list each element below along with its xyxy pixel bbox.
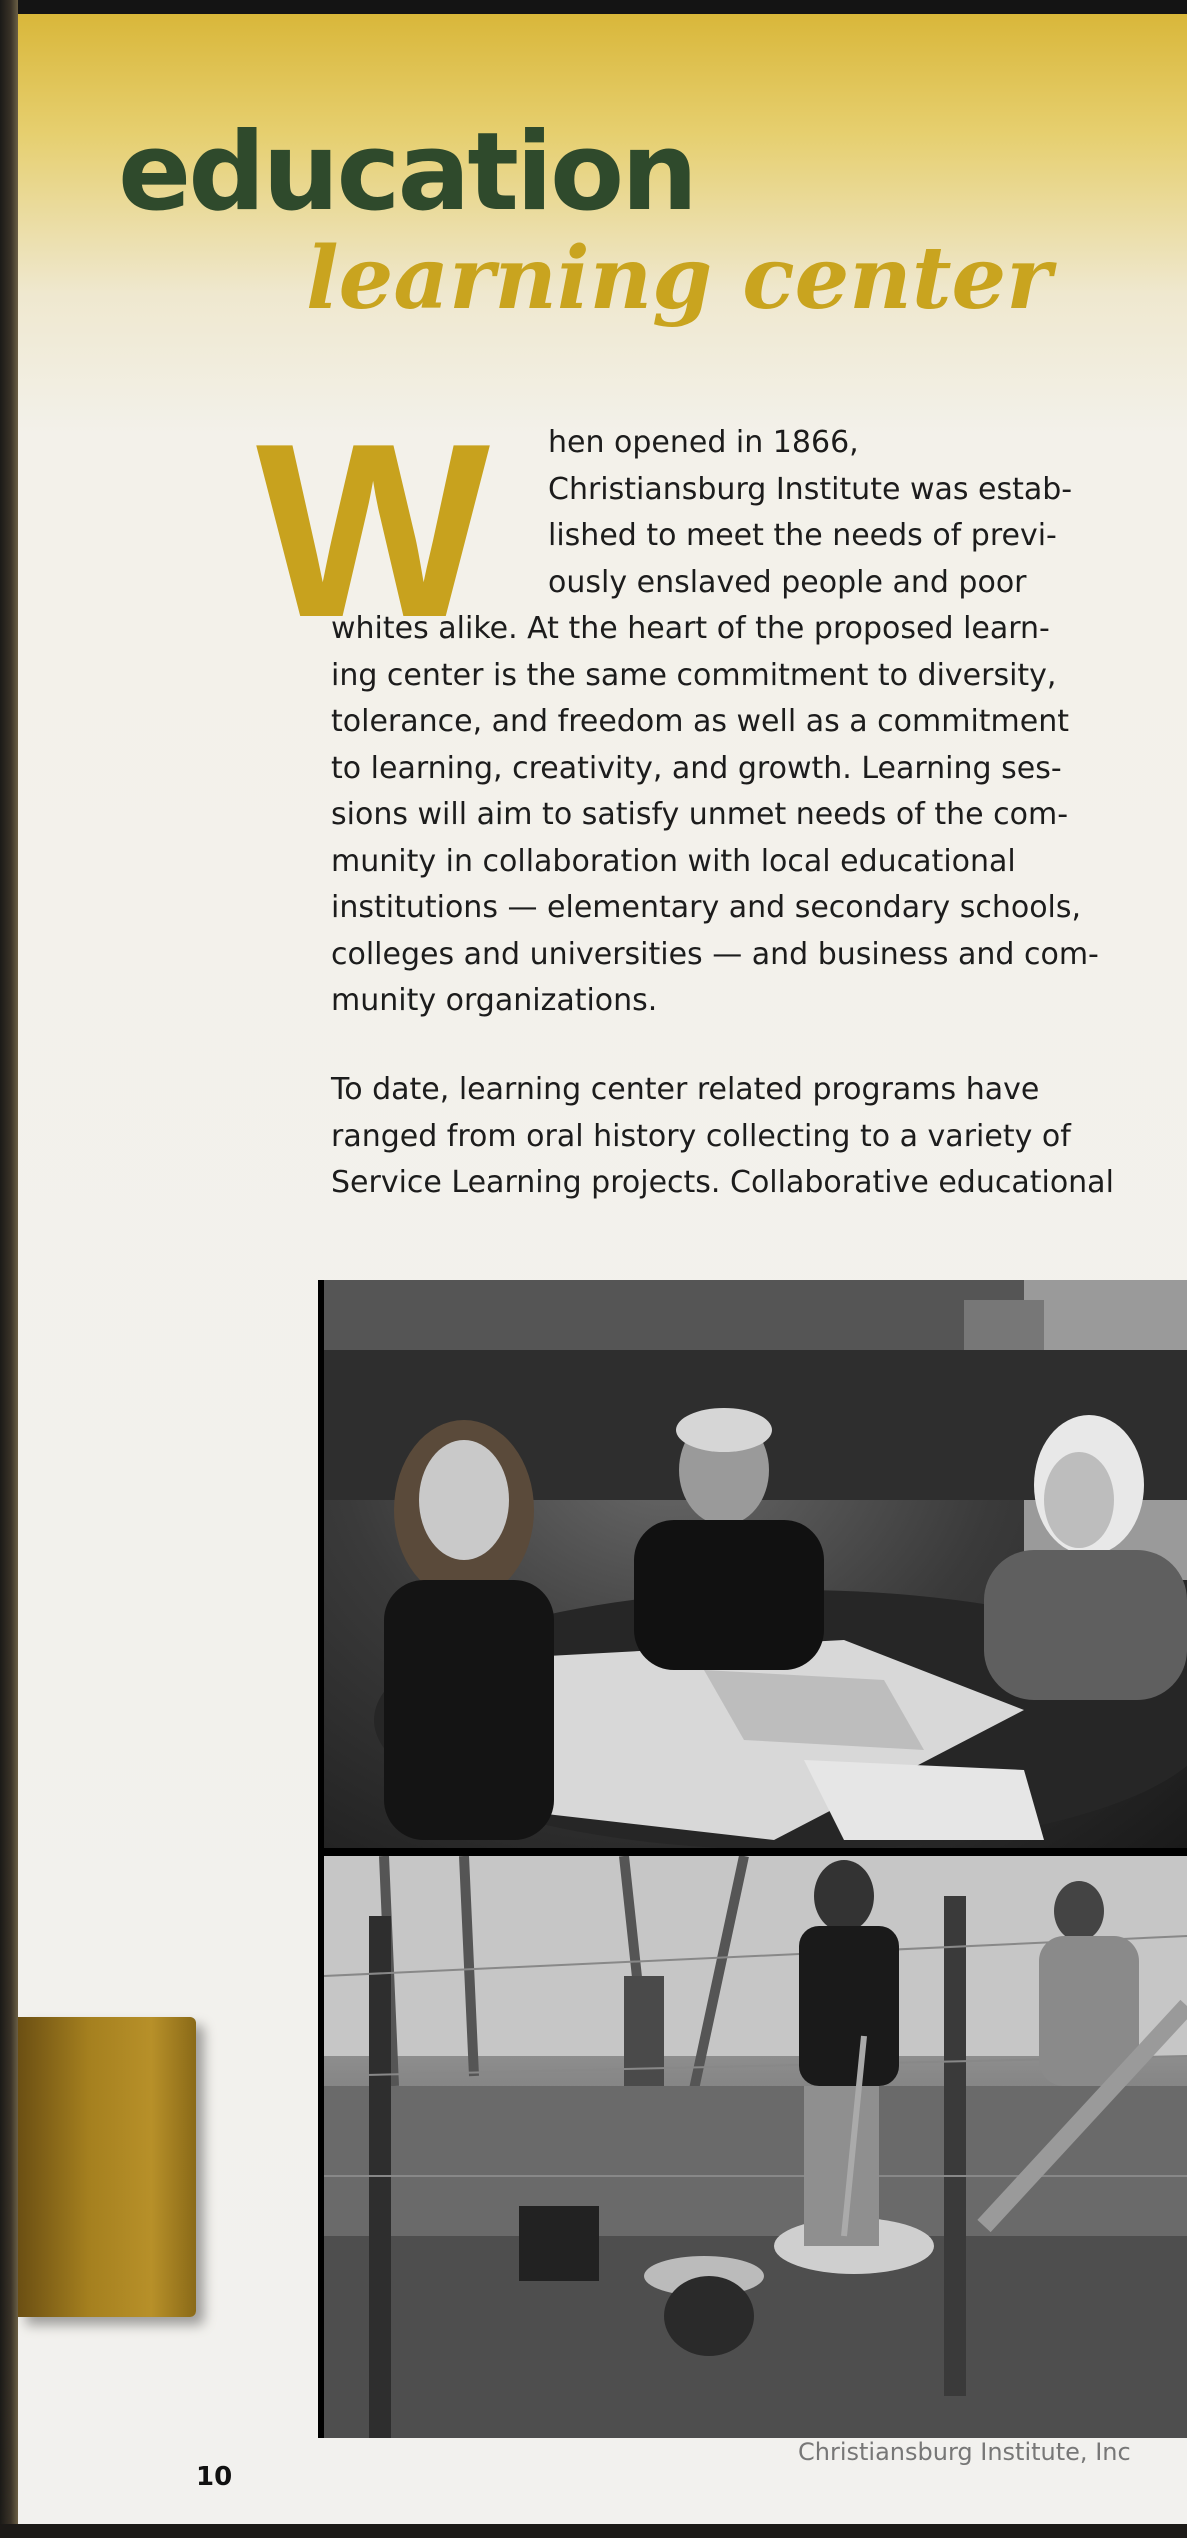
body-paragraph bbox=[331, 606, 1099, 1025]
text-line: ously enslaved people and poor bbox=[548, 564, 1027, 600]
text-line: To date, learning center related programs have bbox=[331, 1072, 1040, 1107]
text-line: colleges and universities — and business and com- bbox=[331, 936, 1099, 972]
planting-photo-illustration bbox=[324, 1856, 1187, 2438]
text-line: institutions — elementary and secondary schools, bbox=[331, 890, 1082, 925]
bottom-edge bbox=[0, 2524, 1187, 2538]
text-line: ranged from oral history collecting to a variety of bbox=[331, 1118, 1071, 1154]
photo-panel bbox=[318, 1280, 1187, 2438]
drop-cap: W bbox=[256, 391, 485, 669]
text-line: munity organizations. bbox=[331, 983, 658, 1018]
binding-edge bbox=[0, 0, 18, 2538]
photo-meeting-around-table bbox=[324, 1280, 1187, 1848]
text-line: munity in collaboration with local educational bbox=[331, 843, 1016, 879]
photo-outdoor-planting bbox=[324, 1856, 1187, 2438]
text-line: sions will aim to satisfy unmet needs of the com- bbox=[331, 797, 1069, 832]
meeting-photo-illustration bbox=[324, 1280, 1187, 1848]
watermark: Christiansburg Institute, Inc bbox=[798, 2438, 1131, 2466]
text-line: ing center is the same commitment to diversity, bbox=[331, 657, 1057, 693]
text-line: whites alike. At the heart of the proposed learn- bbox=[331, 611, 1050, 646]
page-number: 10 bbox=[196, 2462, 233, 2492]
brochure-page bbox=[18, 14, 1187, 2524]
lead-paragraph bbox=[548, 420, 1072, 606]
text-line: lished to meet the needs of previ- bbox=[548, 518, 1057, 553]
second-paragraph bbox=[331, 1067, 1114, 1207]
gold-divider-tab bbox=[18, 2017, 196, 2317]
page-subtitle: learning center bbox=[306, 228, 1052, 329]
text-line: Christiansburg Institute was estab- bbox=[548, 471, 1073, 507]
top-edge bbox=[0, 0, 1187, 14]
text-line: tolerance, and freedom as well as a commitment bbox=[331, 704, 1070, 739]
text-line: Service Learning projects. Collaborative educational bbox=[331, 1165, 1114, 1200]
text-line: hen opened in 1866, bbox=[548, 425, 859, 460]
text-line: to learning, creativity, and growth. Learning ses- bbox=[331, 750, 1062, 786]
page-title: education bbox=[118, 110, 696, 235]
